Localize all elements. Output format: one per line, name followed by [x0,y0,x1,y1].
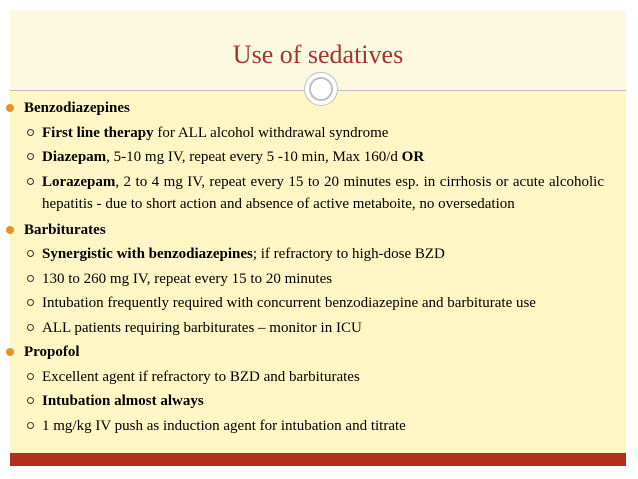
section-heading-barbiturates [0,218,620,243]
bullet-circle-icon [27,275,34,282]
item-bold-suffix: OR [401,149,425,165]
item-text: ; if refractory to high-dose BZD [252,246,445,262]
section-heading-benzodiazepines [0,96,620,121]
bullet-circle-icon [27,397,34,404]
item-text: Intubation frequently required with concurrent benzodiazepine and barbiturate use [42,295,536,311]
item-text: , 2 to 4 mg IV, repeat every 15 to 20 minutes esp. in cirrhosis or acute alcoholic hepatitis - due to short action and absence of active metaboite, no oversedation [42,173,604,212]
list-item [0,242,620,267]
item-bold-text: Synergistic with benzodiazepines [42,246,253,262]
bullet-circle-icon [27,373,34,380]
footer-bar [10,453,626,466]
list-item [0,414,620,439]
bullet-circle-icon [27,178,34,185]
item-text: Excellent agent if refractory to BZD and barbiturates [42,368,360,385]
list-item [0,389,620,414]
list-item [0,291,620,316]
bullet-circle-icon [27,324,34,331]
section-heading-text: Barbiturates [24,221,106,238]
section-heading-propofol [0,340,620,365]
item-bold-text: Lorazepam [42,173,116,190]
bullet-circle-icon [27,299,34,306]
slide-title: Use of sedatives [232,40,404,69]
bullet-dot-icon [6,226,14,234]
bullet-circle-icon [27,153,34,160]
bullet-dot-icon [6,348,14,356]
bullet-circle-icon [27,422,34,429]
list-item [0,316,620,341]
bullet-list [0,96,620,438]
item-text: , 5-10 mg IV, repeat every 5 -10 min, Max 160/d [106,149,402,165]
bullet-dot-icon [6,104,14,112]
item-text: 1 mg/kg IV push as induction agent for intubation and titrate [42,417,406,434]
section-heading-text: Propofol [24,344,80,360]
item-bold-text: First line therapy [42,124,154,141]
list-item [0,267,620,292]
item-bold-text: Diazepam [42,149,107,165]
list-item [0,170,620,218]
bullet-circle-icon [27,129,34,136]
item-text: 130 to 260 mg IV, repeat every 15 to 20 minutes [42,270,333,287]
bullet-circle-icon [27,250,34,257]
list-item [0,365,620,390]
section-heading-text: Benzodiazepines [24,100,130,116]
item-text: ALL patients requiring barbiturates – monitor in ICU [42,319,362,336]
item-text: for ALL alcohol withdrawal syndrome [153,124,389,141]
item-bold-text: Intubation almost always [42,393,204,409]
list-item [0,145,620,170]
list-item [0,121,620,146]
